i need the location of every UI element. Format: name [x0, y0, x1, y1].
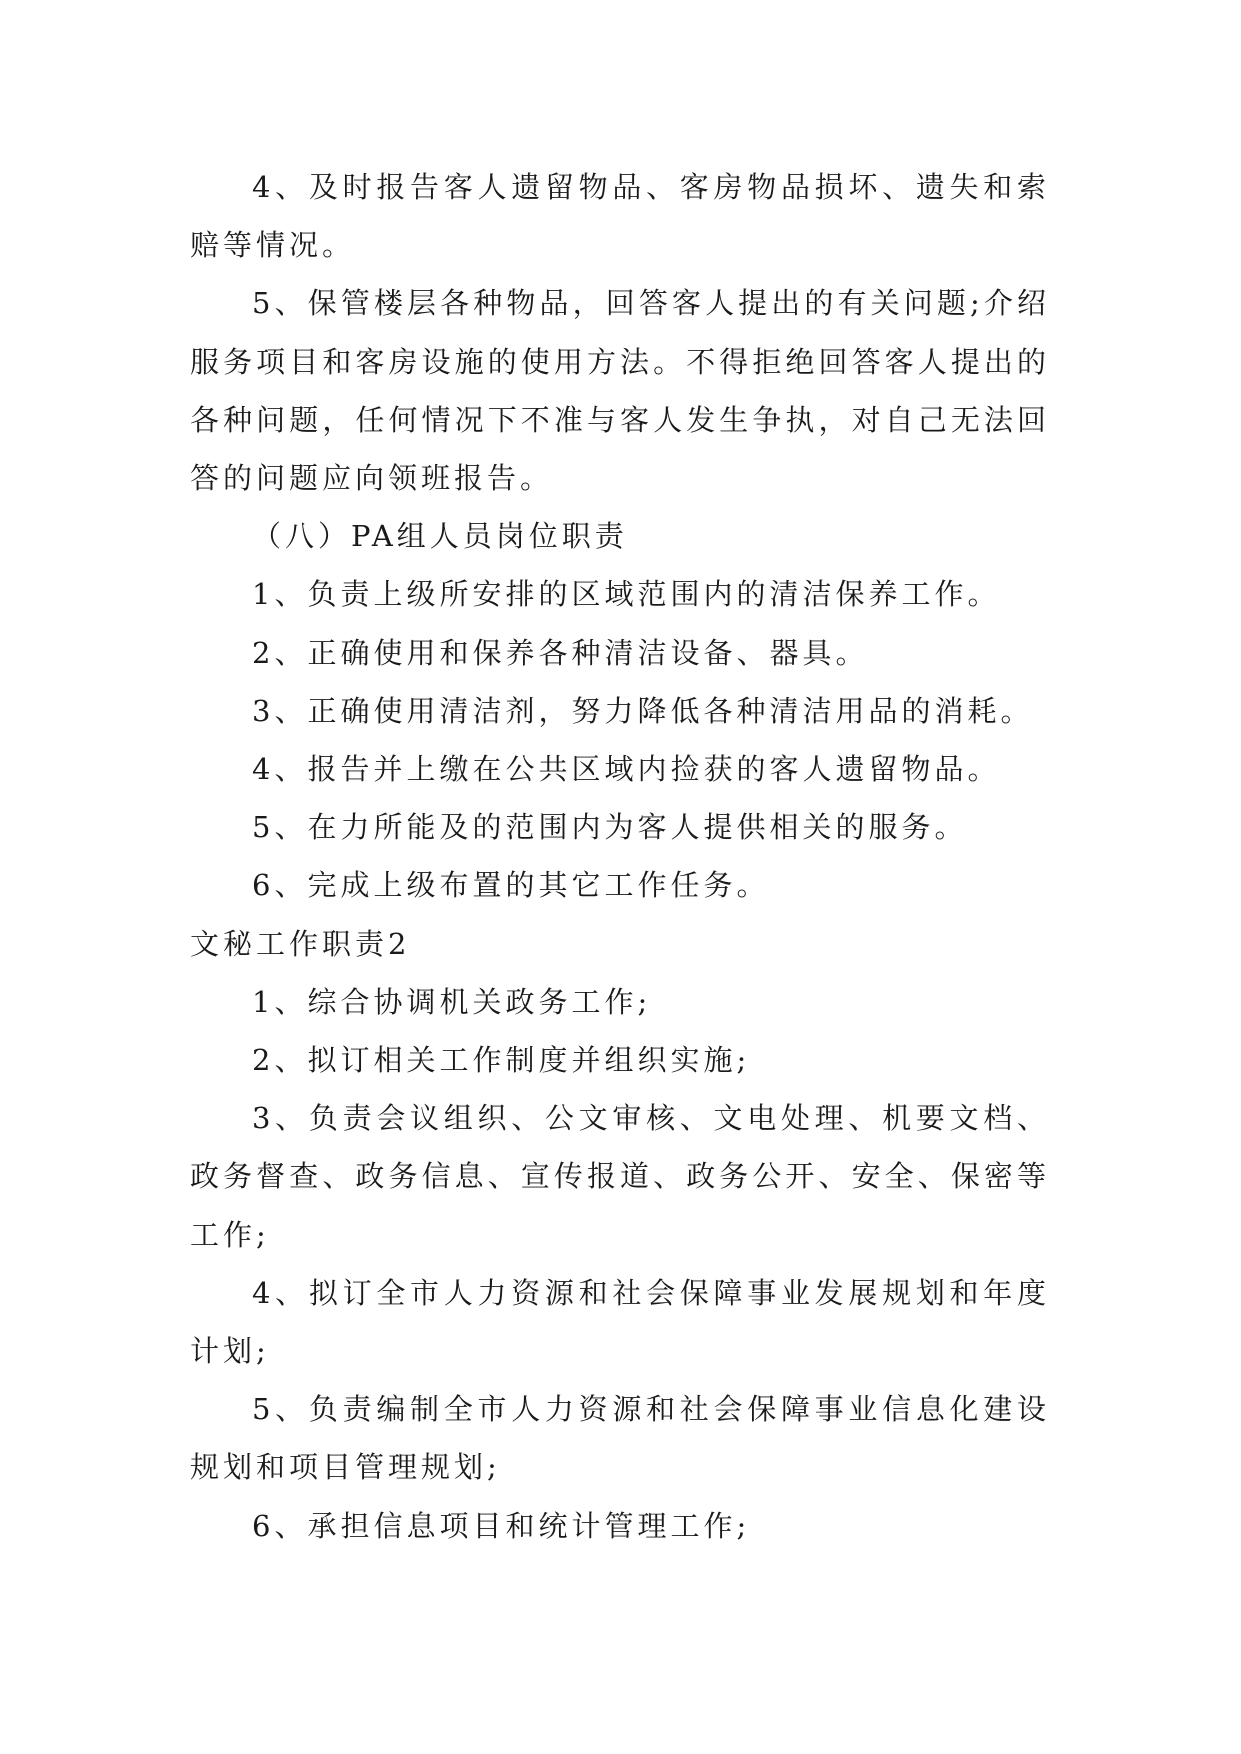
paragraph-pa-item-1: 1、负责上级所安排的区域范围内的清洁保养工作。	[252, 577, 1001, 612]
paragraph-pa-item-6: 6、完成上级布置的其它工作任务。	[252, 868, 770, 903]
paragraph-secretary-item-4: 4、拟订全市人力资源和社会保障事业发展规划和年度计划;	[190, 1275, 1050, 1369]
section-heading-pa-group: （八）PA组人员岗位职责	[252, 519, 628, 554]
paragraph-item-4-report-lost-items: 4、及时报告客人遗留物品、客房物品损坏、遗失和索赔等情况。	[190, 170, 1050, 263]
paragraph-pa-item-3: 3、正确使用清洁剂，努力降低各种清洁用品的消耗。	[252, 693, 1034, 728]
paragraph-pa-item-4: 4、报告并上缴在公共区域内捡获的客人遗留物品。	[252, 752, 1001, 787]
section-title-secretary-duties: 文秘工作职责2	[190, 926, 411, 961]
paragraph-item-5-floor-items: 5、保管楼层各种物品，回答客人提出的有关问题;介绍服务项目和客房设施的使用方法。不得拒绝回答客人提出的各种问题，任何情况下不准与客人发生争执，对自己无法回答的问题应向领班报告。	[190, 286, 1050, 496]
paragraph-pa-item-2: 2、正确使用和保养各种清洁设备、器具。	[252, 635, 869, 670]
document-body	[190, 158, 1050, 1555]
paragraph-pa-item-5: 5、在力所能及的范围内为客人提供相关的服务。	[252, 810, 968, 845]
paragraph-secretary-item-1: 1、综合协调机关政务工作;	[252, 984, 652, 1019]
paragraph-secretary-item-6: 6、承担信息项目和统计管理工作;	[252, 1508, 751, 1543]
paragraph-secretary-item-3: 3、负责会议组织、公文审核、文电处理、机要文档、政务督查、政务信息、宣传报道、政务公开、安全、保密等工作;	[190, 1101, 1050, 1252]
paragraph-secretary-item-5: 5、负责编制全市人力资源和社会保障事业信息化建设规划和项目管理规划;	[190, 1392, 1050, 1485]
paragraph-secretary-item-2: 2、拟订相关工作制度并组织实施;	[252, 1043, 751, 1078]
